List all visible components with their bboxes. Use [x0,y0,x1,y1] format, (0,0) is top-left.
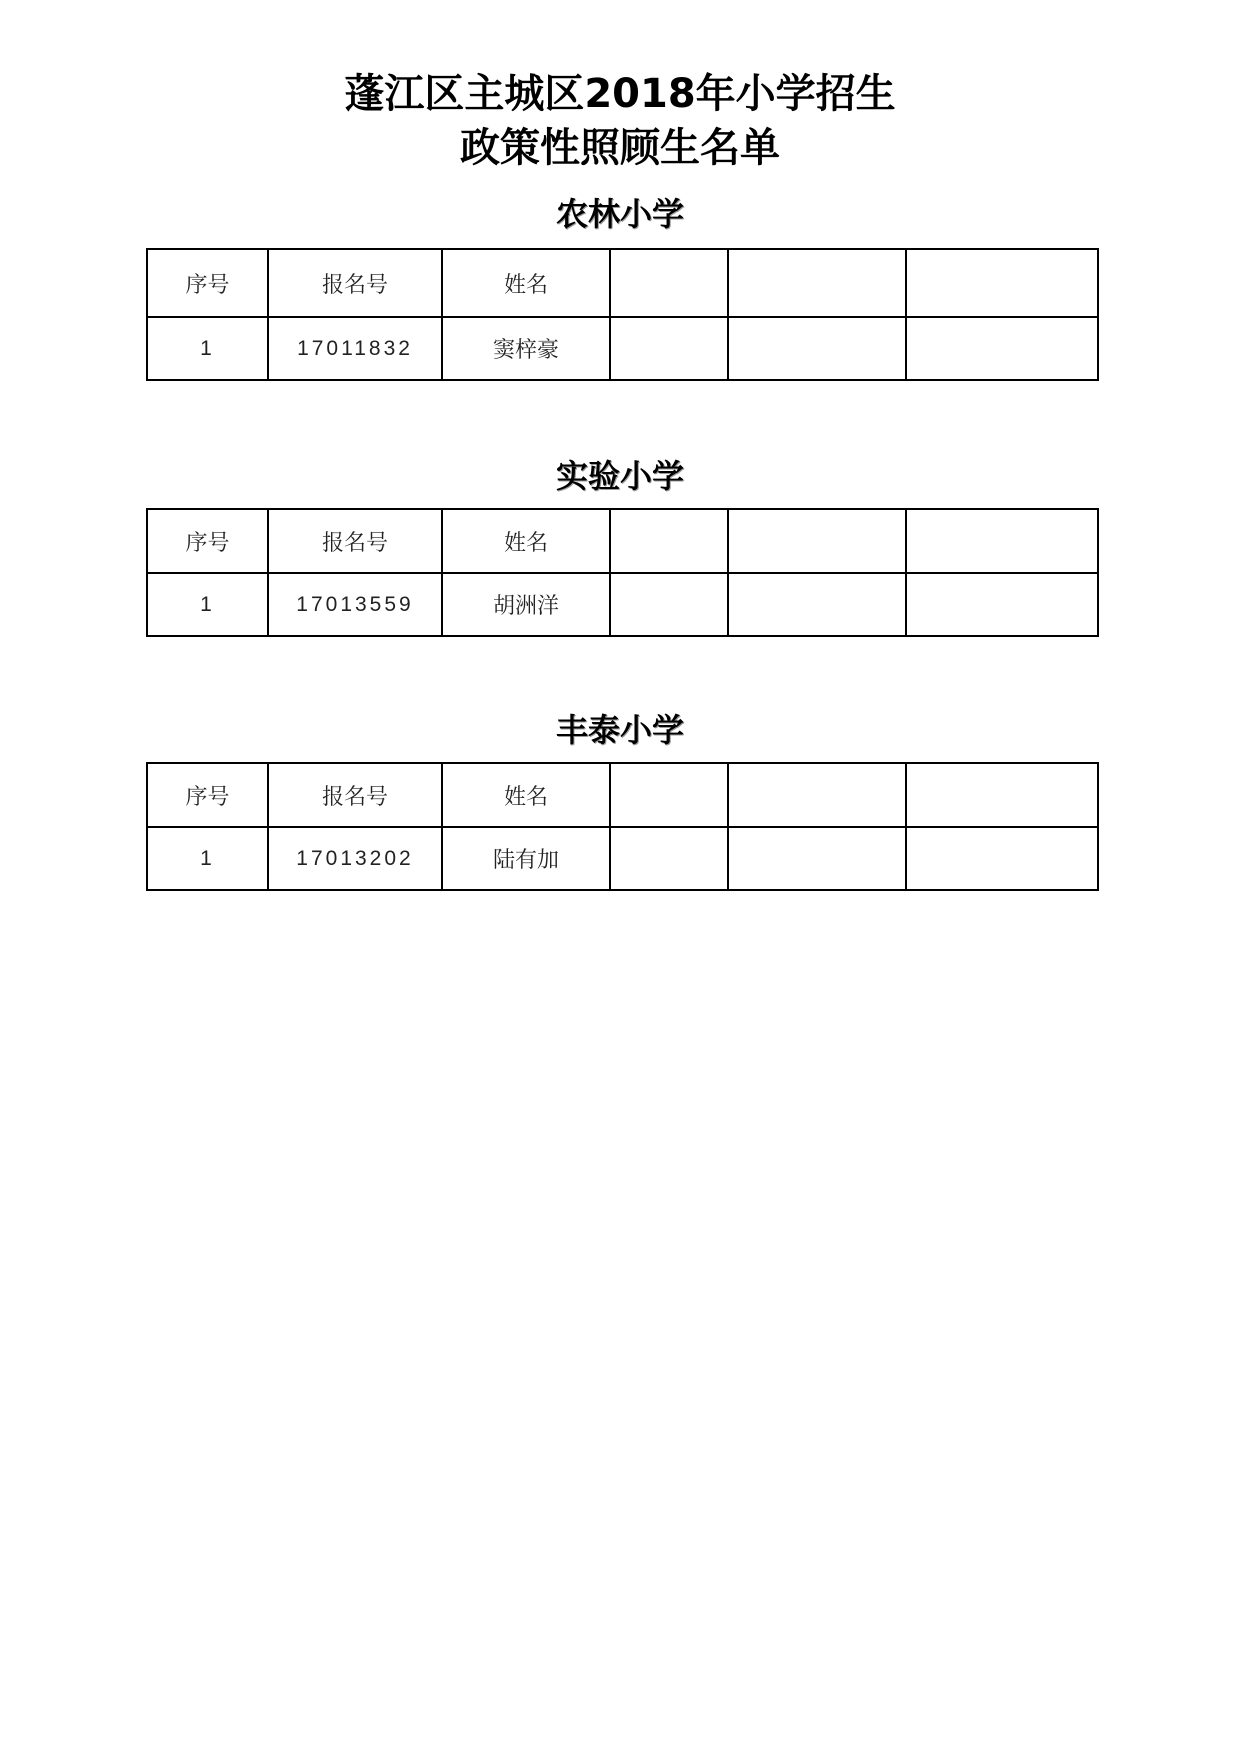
school-heading-nonglin: 农林小学 [555,195,684,233]
header-blank [728,249,906,317]
cell-blank [610,573,728,636]
cell-blank [610,317,728,380]
cell-seq: 1 [147,573,268,636]
header-blank [728,509,906,573]
cell-blank [610,827,728,890]
table-header-row [147,249,1098,317]
table-header-row [147,763,1098,827]
header-blank [610,249,728,317]
student-table-nonglin [146,248,1099,381]
cell-reg-no: 17011832 [268,317,442,380]
cell-blank [728,827,906,890]
cell-blank [906,827,1098,890]
header-blank [610,763,728,827]
table-row [147,827,1098,890]
school-heading-fengtai: 丰泰小学 [555,711,684,749]
cell-reg-no: 17013202 [268,827,442,890]
cell-name: 胡洲洋 [442,573,610,636]
cell-seq: 1 [147,317,268,380]
header-blank [728,763,906,827]
cell-reg-no: 17013559 [268,573,442,636]
header-seq: 序号 [147,509,268,573]
header-name: 姓名 [442,763,610,827]
cell-name: 陆有加 [442,827,610,890]
document-title-line-1: 蓬江区主城区2018年小学招生 [344,71,896,117]
student-table-shiyan [146,508,1099,637]
header-blank [906,763,1098,827]
cell-blank [906,317,1098,380]
cell-seq: 1 [147,827,268,890]
header-blank [906,249,1098,317]
header-reg-no: 报名号 [268,509,442,573]
table-row [147,573,1098,636]
cell-name: 窦梓豪 [442,317,610,380]
cell-blank [728,317,906,380]
document-title-line-2: 政策性照顾生名单 [460,125,780,171]
header-blank [906,509,1098,573]
header-blank [610,509,728,573]
header-reg-no: 报名号 [268,763,442,827]
header-name: 姓名 [442,509,610,573]
table-row [147,317,1098,380]
cell-blank [728,573,906,636]
header-seq: 序号 [147,763,268,827]
header-seq: 序号 [147,249,268,317]
student-table-fengtai [146,762,1099,891]
header-name: 姓名 [442,249,610,317]
table-header-row [147,509,1098,573]
cell-blank [906,573,1098,636]
header-reg-no: 报名号 [268,249,442,317]
school-heading-shiyan: 实验小学 [555,457,684,495]
